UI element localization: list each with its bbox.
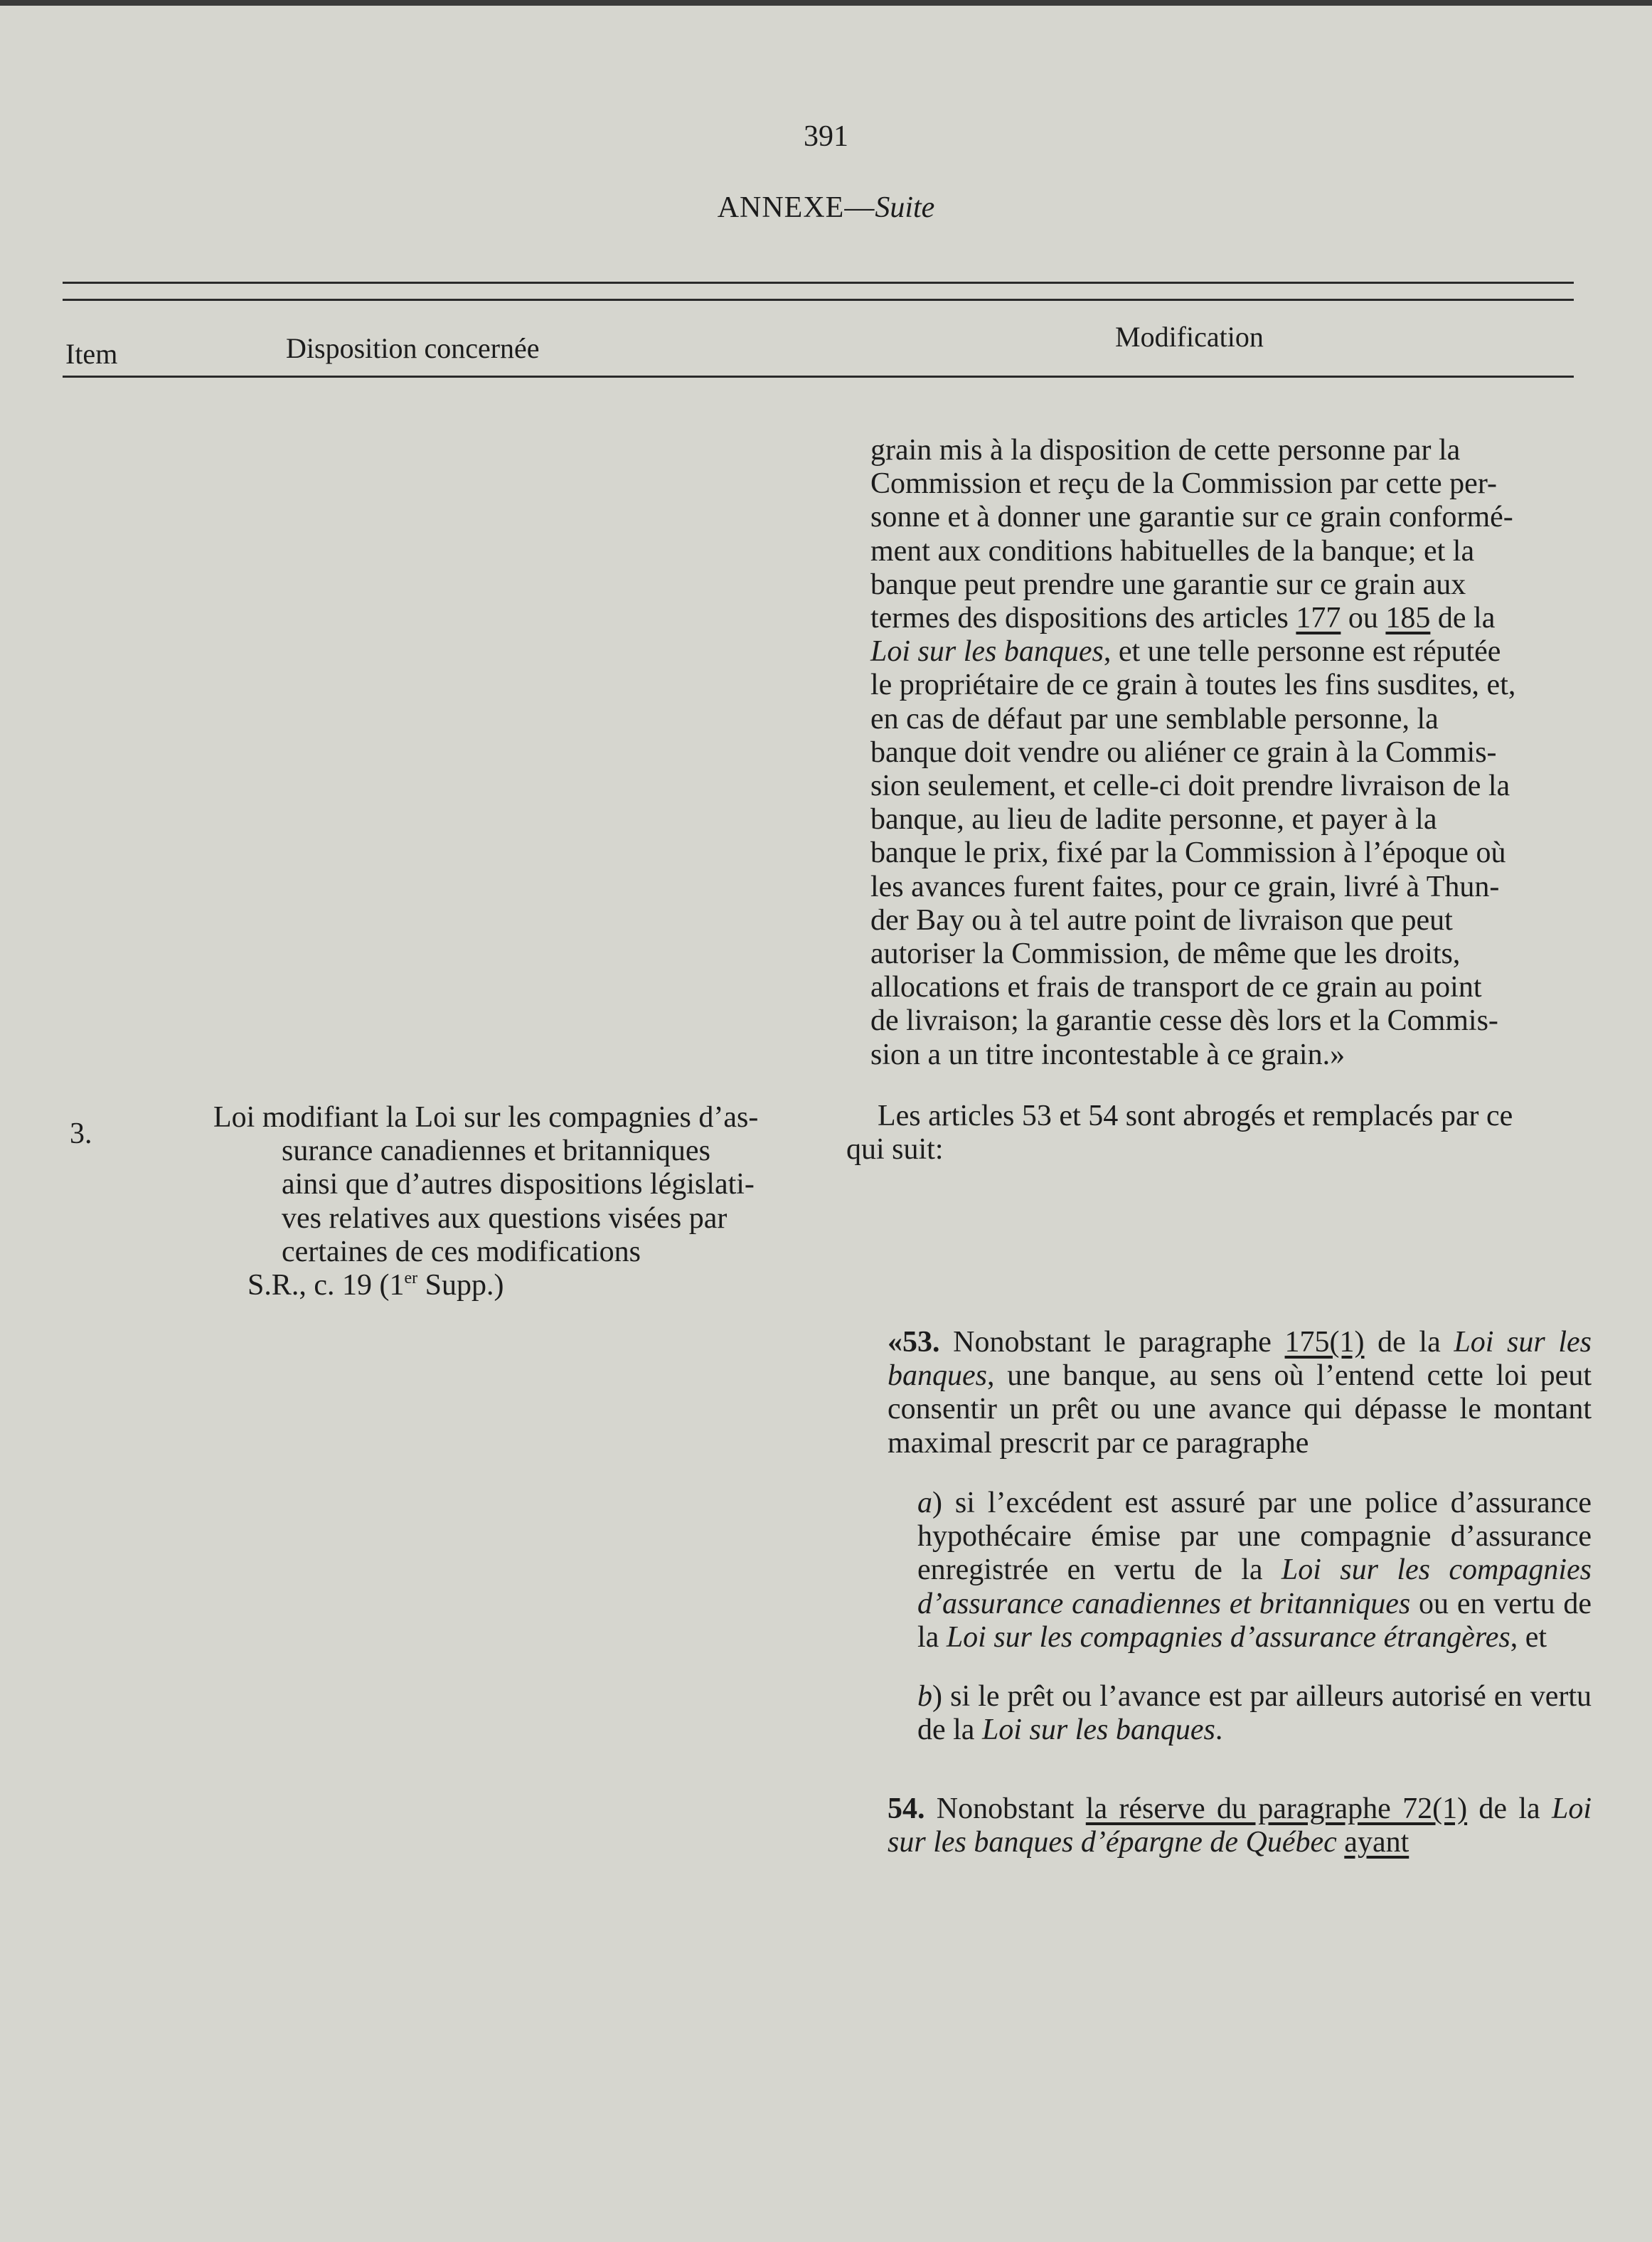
header-rule-top [63,282,1574,284]
text-line: sion a un titre incontestable à ce grain.» [870,1038,1345,1071]
column-header-modification: Modification [1115,321,1264,353]
article-ref: 175(1) [1284,1326,1365,1359]
text-line: banque le prix, fixé par la Commission à l’époque où [870,836,1506,870]
item-number: 3. [70,1117,92,1150]
article-53: «53. Nonobstant le paragraphe 175(1) de la Loi sur les banques, une banque, au sens où l’entend cette loi peut consentir un prêt ou une avance qui dépasse le montant maximal prescrit par ce paragraphe [888,1326,1592,1460]
text-line: banque, au lieu de ladite personne, et payer à la [870,803,1437,836]
text-line: le propriétaire de ce grain à toutes les fins susdites, et, [870,669,1516,702]
text-line: qui suit: [846,1133,944,1167]
text-line: banque peut prendre une garantie sur ce grain aux [870,568,1466,601]
modification-intro [846,1100,1583,1167]
scan-top-edge [0,0,1652,6]
text-line: autoriser la Commission, de même que les droits, [870,937,1461,971]
text-line: les avances furent faites, pour ce grain, livré à Thun- [870,870,1500,903]
text-line: ment aux conditions habituelles de la banque; et la [870,534,1475,568]
disposition-line: certaines de ces modifications [282,1235,641,1268]
underlined-text: la réserve du paragraphe 72(1) [1085,1792,1468,1825]
column-header-disposition: Disposition concernée [286,332,540,364]
page-title-main: ANNEXE— [717,191,875,224]
underlined-text: ayant [1344,1826,1409,1859]
paragraph-label: b [917,1680,932,1713]
text-line: der Bay ou à tel autre point de livraison que peut [870,903,1453,937]
text-line: Commission et reçu de la Commission par cette per- [870,467,1497,501]
text-line: sonne et à donner une garantie sur ce grain conformé- [870,501,1513,534]
article-ref: 177 [1296,602,1341,635]
law-title: Loi sur les banques [870,635,1104,669]
disposition-line: ainsi que d’autres dispositions législati- [282,1168,755,1201]
paragraph-label: a [917,1487,932,1519]
page-title [0,191,1652,225]
law-title: Loi sur les compagnies d’assurance étrangères [946,1620,1510,1654]
column-header-item: Item [65,338,118,370]
text-line: termes des dispositions des articles 177 ou 185 de la [870,602,1496,635]
article-54: 54. Nonobstant la réserve du paragraphe 72(1) de la Loi sur les banques d’épargne de Québec ayant [888,1792,1592,1859]
law-title: Loi sur les banques [981,1714,1215,1747]
text-line: allocations et frais de transport de ce grain au point [870,971,1482,1004]
text-line: de livraison; la garantie cesse dès lors et la Commis- [870,1004,1498,1038]
disposition-line: ves relatives aux questions visées par [282,1201,728,1235]
article-number: «53. [888,1326,940,1359]
modification-continued [870,434,1583,1072]
text-line: en cas de défaut par une semblable personne, la [870,702,1439,735]
page-title-suffix: Suite [875,191,935,224]
article-ref: 185 [1385,602,1431,635]
law-title: Loi sur les banques d’épargne de Québec [888,1792,1592,1859]
law-title: Loi sur les compagnies d’assurance canadiennes et britanniques [917,1553,1592,1620]
paragraph-b: b) si le prêt ou l’avance est par ailleurs autorisé en vertu de la Loi sur les banques. [917,1680,1592,1747]
item-disposition [213,1101,811,1302]
statute-reference: S.R., c. 19 (1er Supp.) [247,1269,504,1302]
text-line: banque doit vendre ou aliéner ce grain à la Commis- [870,735,1497,769]
text-line: Loi sur les banques, et une telle personne est réputée [870,635,1501,669]
text-line: sion seulement, et celle-ci doit prendre livraison de la [870,770,1510,803]
text-line: Les articles 53 et 54 sont abrogés et remplacés par ce [878,1100,1513,1132]
law-title: Loi sur les banques [888,1326,1592,1393]
article-number: 54. [888,1792,925,1825]
disposition-line: surance canadiennes et britanniques [282,1135,710,1168]
paragraph-a: a) si l’excédent est assuré par une police d’assurance hypothécaire émise par une compagnie d’assurance enregistrée en vertu de la Loi sur les compagnies d’assurance canadiennes et britanniques ou en vertu de la Loi sur les compagnies d’assurance étrangères, et [917,1487,1592,1654]
header-rule-second [63,299,1574,301]
disposition-line: Loi modifiant la Loi sur les compagnies d’as- [213,1101,759,1134]
page-number: 391 [804,120,848,153]
text-line: grain mis à la disposition de cette personne par la [870,434,1461,467]
header-rule-bottom [63,376,1574,378]
